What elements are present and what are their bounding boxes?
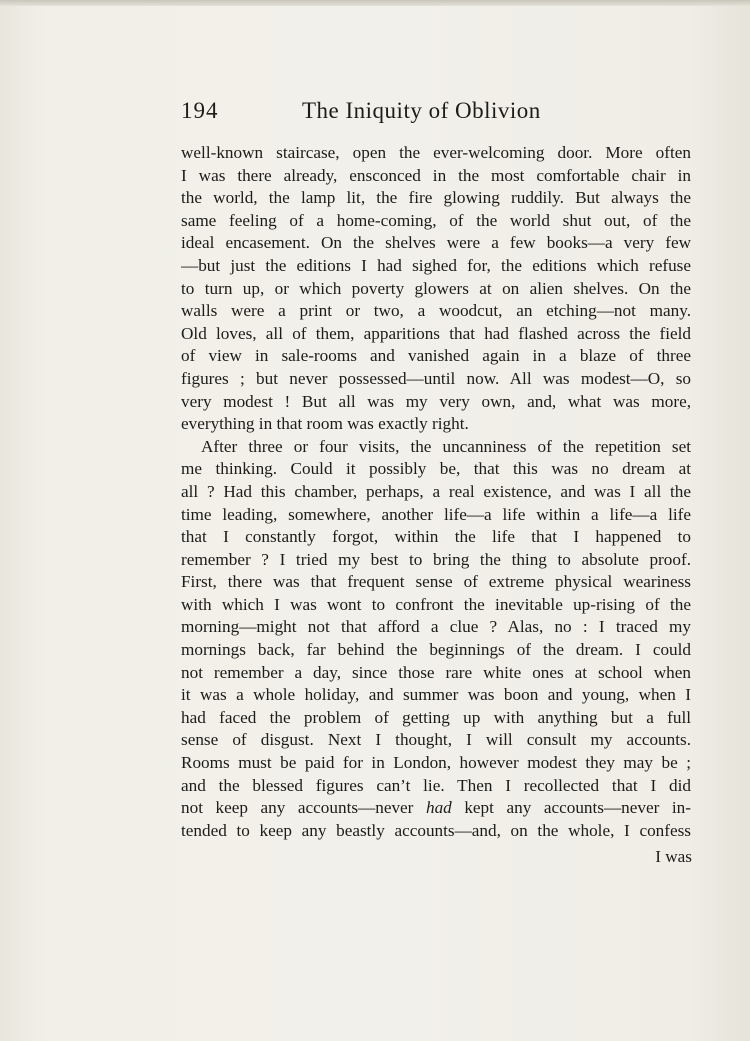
text-line: not remember a day, since those rare white ones at school when bbox=[181, 662, 691, 682]
body-text bbox=[181, 142, 691, 842]
text-line: very modest ! But all was my very own, and, what was more, bbox=[181, 391, 691, 411]
text-line: and the blessed figures can’t lie. Then I recollected that I did bbox=[181, 775, 691, 795]
text-line: morning—might not that afford a clue ? Alas, no : I traced my bbox=[181, 617, 691, 637]
text-line: had faced the problem of getting up with anything but a full bbox=[181, 707, 691, 727]
text-line: the world, the lamp lit, the fire glowing ruddily. But always the bbox=[181, 188, 691, 208]
text-line: of view in sale-rooms and vanished again in a blaze of three bbox=[181, 346, 691, 366]
text-line: figures ; but never possessed—until now. All was modest—O, so bbox=[181, 368, 691, 388]
text-line: mornings back, far behind the beginnings of the dream. I could bbox=[181, 640, 691, 660]
paragraph-start-line: After three or four visits, the uncanniness of the repetition set bbox=[201, 436, 691, 456]
text-line: remember ? I tried my best to bring the thing to absolute proof. bbox=[181, 549, 691, 569]
text-line: First, there was that frequent sense of extreme physical weariness bbox=[181, 572, 691, 592]
text-line: —but just the editions I had sighed for, the editions which refuse bbox=[181, 255, 691, 275]
text-line: tended to keep any beastly accounts—and, on the whole, I confess bbox=[181, 820, 691, 840]
text-segment: kept any accounts—never in- bbox=[451, 798, 691, 818]
text-line-with-italic bbox=[181, 797, 691, 820]
catchword: I was bbox=[655, 847, 692, 866]
text-line: to turn up, or which poverty glowers at on alien shelves. On the bbox=[181, 278, 691, 298]
page-number: 194 bbox=[181, 98, 219, 123]
page-header bbox=[181, 98, 691, 134]
text-line: with which I was wont to confront the inevitable up-rising of the bbox=[181, 594, 691, 614]
text-line: walls were a print or two, a woodcut, an etching—not many. bbox=[181, 301, 691, 321]
text-line: well-known staircase, open the ever-welcoming door. More often bbox=[181, 143, 691, 162]
paragraph-end-line: everything in that room was exactly right. bbox=[181, 414, 469, 434]
page-top-edge bbox=[0, 0, 750, 6]
text-line: sense of disgust. Next I thought, I will consult my accounts. bbox=[181, 730, 691, 750]
italic-word: had bbox=[425, 798, 452, 818]
text-line: same feeling of a home-coming, of the world shut out, of the bbox=[181, 210, 691, 230]
text-line: it was a whole holiday, and summer was boon and young, when I bbox=[181, 685, 691, 705]
text-line: me thinking. Could it possibly be, that this was no dream at bbox=[181, 459, 691, 479]
text-segment: not keep any accounts—never bbox=[181, 798, 426, 818]
text-line: all ? Had this chamber, perhaps, a real existence, and was I all the bbox=[181, 481, 691, 501]
text-line: that I constantly forgot, within the life that I happened to bbox=[181, 527, 691, 547]
text-line: ideal encasement. On the shelves were a few books—a very few bbox=[181, 233, 691, 253]
text-line: time leading, somewhere, another life—a life within a life—a life bbox=[181, 504, 691, 524]
text-line: Rooms must be paid for in London, however modest they may be ; bbox=[181, 753, 691, 773]
text-line: Old loves, all of them, apparitions that had flashed across the field bbox=[181, 323, 691, 343]
running-title: The Iniquity of Oblivion bbox=[302, 98, 541, 123]
text-line: I was there already, ensconced in the most comfortable chair in bbox=[181, 165, 691, 185]
